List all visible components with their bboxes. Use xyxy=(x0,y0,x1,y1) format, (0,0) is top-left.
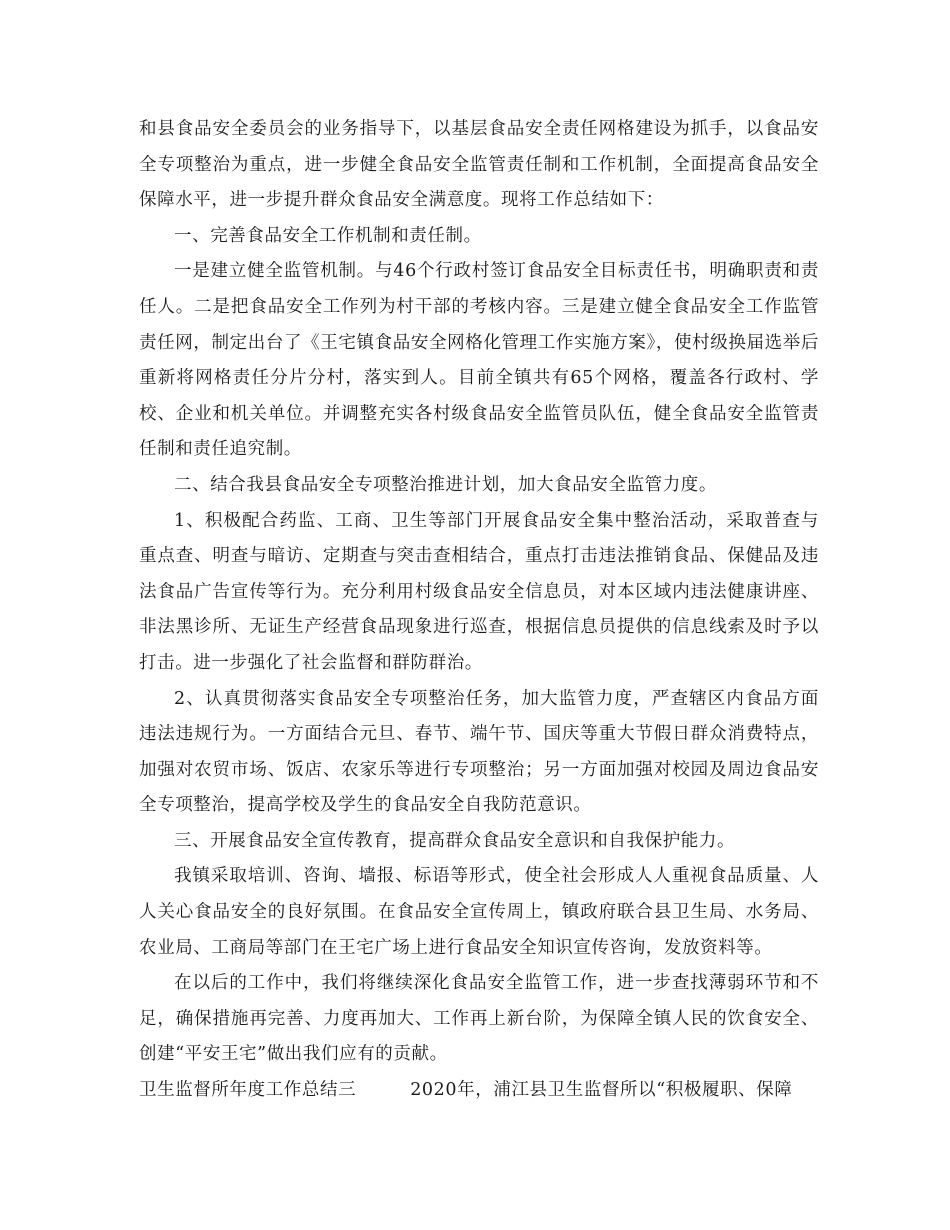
body-paragraph: 2、认真贯彻落实食品安全专项整治任务，加大监管力度，严查辖区内食品方面违法违规行为。一方面结合元旦、春节、端午节、国庆等重大节假日群众消费特点，加强对农贸市场、饭店、农家乐等进行专项整治；另一方面加强对校园及周边食品安全专项整治，提高学校及学生的食品安全自我防范意识。 xyxy=(139,688,819,816)
next-section-line xyxy=(139,1073,819,1109)
body-paragraph: 我镇采取培训、咨询、墙报、标语等形式，使全社会形成人人重视食品质量、人人关心食品安全的良好氛围。在食品安全宣传周上，镇政府联合县卫生局、水务局、农业局、工商局等部门在王宅广场上进行食品安全知识宣传咨询，发放资料等。 xyxy=(139,866,819,958)
closing-paragraph: 在以后的工作中，我们将继续深化食品安全监管工作，进一步查找薄弱环节和不足，确保措施再完善、力度再加大、工作再上新台阶，为保障全镇人民的饮食安全、创建“平安王宅”做出我们应有的贡献。 xyxy=(139,973,819,1065)
body-paragraph: 一是建立健全监管机制。与46个行政村签订食品安全目标责任书，明确职责和责任人。二是把食品安全工作列为村干部的考核内容。三是建立健全食品安全工作监管责任网，制定出台了《王宅镇食品安全网格化管理工作实施方案》，使村级换届选举后重新将网格责任分片分村，落实到人。目前全镇共有65个网格，覆盖各行政村、学校、企业和机关单位。并调整充实各村级食品安全监管员队伍，健全食品安全监管责任制和责任追究制。 xyxy=(139,261,819,460)
next-section-title: 卫生监督所年度工作总结三 xyxy=(139,1080,357,1101)
body-paragraph: 1、积极配合药监、工商、卫生等部门开展食品安全集中整治活动，采取普查与重点查、明查与暗访、定期查与突击查相结合，重点打击违法推销食品、保健品及违法食品广告宣传等行为。充分利用村级食品安全信息员，对本区域内违法健康讲座、非法黑诊所、无证生产经营食品现象进行巡查，根据信息员提供的信息线索及时予以打击。进一步强化了社会监督和群防群治。 xyxy=(139,510,819,673)
section-heading-3: 三、开展食品安全宣传教育，提高群众食品安全意识和自我保护能力。 xyxy=(174,830,736,851)
next-section-start: 2020年，浦江县卫生监督所以“积极履职、保障 xyxy=(410,1080,793,1101)
section-heading-1: 一、完善食品安全工作机制和责任制。 xyxy=(174,225,482,246)
document-body xyxy=(139,112,819,1109)
section-heading-2: 二、结合我县食品安全专项整治推进计划，加大食品安全监管力度。 xyxy=(174,474,717,495)
intro-paragraph: 和县食品安全委员会的业务指导下，以基层食品安全责任网格建设为抓手，以食品安全专项整治为重点，进一步健全食品安全监管责任制和工作机制，全面提高食品安全保障水平，进一步提升群众食品安全满意度。现将工作总结如下： xyxy=(139,119,819,211)
